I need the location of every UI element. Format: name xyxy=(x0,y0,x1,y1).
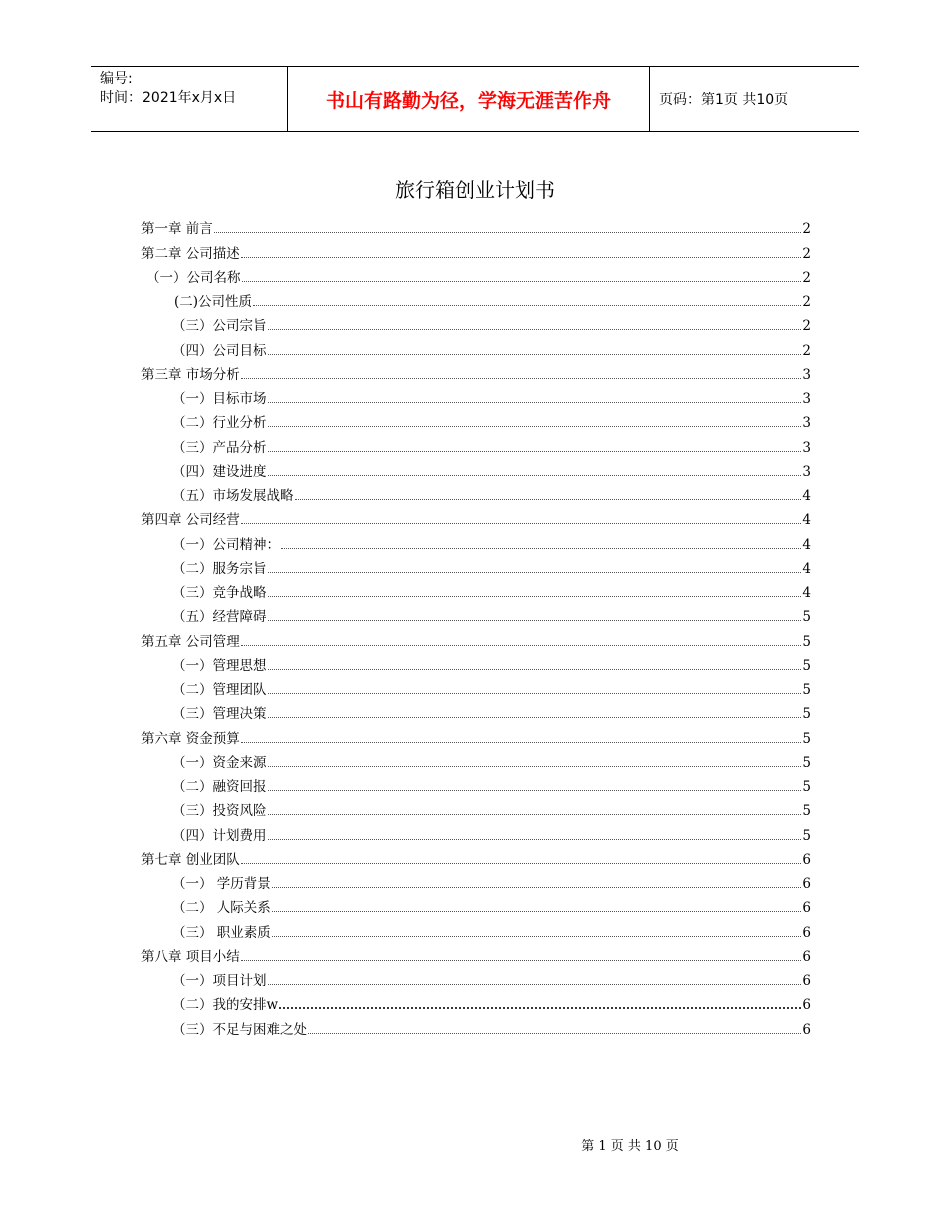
toc-entry-text: （三）管理决策 xyxy=(172,706,267,723)
toc-entry-page: 6 xyxy=(802,948,811,965)
toc-entry-page: 3 xyxy=(802,463,811,480)
toc-leader xyxy=(295,499,802,500)
toc-entry[interactable] xyxy=(141,262,811,286)
toc-entry-page: 5 xyxy=(802,657,811,674)
toc-entry[interactable] xyxy=(141,892,811,916)
toc-leader xyxy=(268,693,802,694)
toc-entry[interactable] xyxy=(141,407,811,431)
document-title: 旅行箱创业计划书 xyxy=(395,178,555,202)
toc-leader xyxy=(268,354,802,355)
toc-entry[interactable] xyxy=(141,577,811,601)
toc-leader xyxy=(253,305,801,306)
toc-leader xyxy=(281,548,801,549)
toc-entry-page: 5 xyxy=(802,779,811,795)
toc-entry[interactable] xyxy=(141,286,811,310)
toc-entry-page: 5 xyxy=(802,754,811,771)
toc-entry[interactable] xyxy=(141,431,811,455)
toc-leader xyxy=(268,620,802,621)
toc-entry-text: （二）融资回报 xyxy=(172,779,267,795)
toc-entry-page: 5 xyxy=(802,633,811,650)
toc-leader xyxy=(241,742,802,743)
toc-entry[interactable] xyxy=(141,310,811,334)
toc-entry[interactable] xyxy=(141,359,811,383)
toc-leader xyxy=(241,523,802,524)
toc-entry[interactable] xyxy=(141,698,811,722)
table-of-contents xyxy=(141,213,811,1038)
toc-leader xyxy=(214,232,802,233)
toc-entry-page: 4 xyxy=(802,560,811,577)
toc-entry-page: 5 xyxy=(802,803,811,820)
toc-entry-page: 6 xyxy=(802,851,811,868)
toc-leader xyxy=(268,572,802,573)
toc-entry-text: （三）公司宗旨 xyxy=(172,318,267,335)
toc-entry-text: （一）公司名称 xyxy=(146,269,241,286)
toc-entry-page: 3 xyxy=(802,415,811,432)
header-meta xyxy=(91,67,287,131)
toc-entry-page: 4 xyxy=(802,512,811,529)
toc-leader xyxy=(241,378,802,379)
toc-leader xyxy=(241,257,802,258)
toc-entry-page: 5 xyxy=(802,730,811,747)
toc-entry-text: （三）不足与困难之处 xyxy=(172,1021,307,1038)
toc-entry-page: 5 xyxy=(802,827,811,844)
toc-entry-text: （一）管理思想 xyxy=(172,657,267,674)
toc-entry[interactable] xyxy=(141,868,811,892)
toc-entry-text: （三） 职业素质 xyxy=(172,924,271,941)
toc-entry-text: （二） 人际关系 xyxy=(172,900,271,917)
toc-leader xyxy=(268,402,802,403)
toc-entry[interactable] xyxy=(141,819,811,843)
toc-entry[interactable] xyxy=(141,941,811,965)
toc-entry-text: （五）经营障碍 xyxy=(172,609,267,626)
toc-entry[interactable] xyxy=(141,1013,811,1037)
toc-entry-page: 5 xyxy=(802,609,811,626)
toc-entry-page: 2 xyxy=(802,318,811,335)
toc-entry-page: 5 xyxy=(802,682,811,698)
toc-leader xyxy=(268,475,802,476)
toc-leader xyxy=(308,1033,801,1034)
toc-leader xyxy=(268,839,802,840)
toc-entry-page: 2 xyxy=(802,221,811,238)
toc-entry[interactable] xyxy=(141,771,811,795)
toc-leader xyxy=(279,1007,801,1009)
toc-entry-page: 4 xyxy=(802,585,811,601)
time-label: 时间：2021年x月x日 xyxy=(100,90,237,106)
toc-entry-text: （五）市场发展战略 xyxy=(172,488,294,504)
toc-entry-text: （二）行业分析 xyxy=(172,415,267,432)
toc-entry-text: 第八章 项目小结 xyxy=(141,948,240,965)
serial-label: 编号: xyxy=(100,71,133,87)
toc-leader xyxy=(272,911,802,912)
toc-entry-page: 6 xyxy=(802,973,811,989)
toc-leader xyxy=(272,936,802,937)
toc-leader xyxy=(241,645,802,646)
toc-leader xyxy=(268,669,802,670)
toc-leader xyxy=(268,984,802,985)
toc-leader xyxy=(268,451,802,452)
toc-entry-text: 第三章 市场分析 xyxy=(141,366,240,383)
toc-entry-text: （四）建设进度 xyxy=(172,463,267,480)
toc-entry-text: （三）产品分析 xyxy=(172,439,267,456)
toc-entry-page: 6 xyxy=(802,997,811,1014)
toc-leader xyxy=(241,863,802,864)
toc-leader xyxy=(268,766,802,767)
page-footer: 第 1 页 共 10 页 xyxy=(581,1139,679,1154)
toc-leader xyxy=(268,426,802,427)
toc-entry-text: （二）服务宗旨 xyxy=(172,560,267,577)
toc-entry-page: 3 xyxy=(802,366,811,383)
toc-entry[interactable] xyxy=(141,601,811,625)
toc-entry-page: 2 xyxy=(802,269,811,286)
toc-entry-text: 第五章 公司管理 xyxy=(141,633,240,650)
toc-entry[interactable] xyxy=(141,965,811,989)
toc-entry-page: 6 xyxy=(802,924,811,941)
toc-entry-text: 第六章 资金预算 xyxy=(141,730,240,747)
toc-entry-text: （四）计划费用 xyxy=(172,827,267,844)
toc-entry-page: 2 xyxy=(802,294,811,310)
toc-entry-text: 第七章 创业团队 xyxy=(141,851,240,868)
toc-entry-page: 6 xyxy=(802,876,811,892)
toc-entry[interactable] xyxy=(141,213,811,237)
toc-leader xyxy=(268,790,802,791)
toc-entry[interactable] xyxy=(141,674,811,698)
toc-entry[interactable] xyxy=(141,504,811,528)
toc-leader xyxy=(242,281,802,282)
toc-entry-text: （三）投资风险 xyxy=(172,803,267,820)
page-header xyxy=(91,66,859,132)
toc-entry[interactable] xyxy=(141,528,811,552)
toc-entry-text: （一）项目计划 xyxy=(172,973,267,989)
toc-entry-page: 3 xyxy=(802,391,811,407)
toc-entry-text: （二）管理团队 xyxy=(172,682,267,698)
toc-entry-text: （一）目标市场 xyxy=(172,391,267,407)
toc-entry-text: 第四章 公司经营 xyxy=(141,512,240,529)
toc-leader xyxy=(268,329,802,330)
toc-entry[interactable] xyxy=(141,916,811,940)
toc-entry-text: 第一章 前言 xyxy=(141,221,213,238)
toc-leader xyxy=(241,960,802,961)
toc-entry[interactable] xyxy=(141,456,811,480)
toc-entry[interactable] xyxy=(141,553,811,577)
toc-leader xyxy=(268,596,802,597)
toc-entry[interactable] xyxy=(141,237,811,261)
toc-entry-page: 4 xyxy=(802,536,811,553)
toc-entry-text: （二）我的安排w xyxy=(172,997,279,1014)
toc-entry-page: 4 xyxy=(802,488,811,504)
toc-entry[interactable] xyxy=(141,383,811,407)
toc-entry-text: （四）公司目标 xyxy=(172,342,267,359)
toc-entry[interactable] xyxy=(141,625,811,649)
toc-leader xyxy=(268,814,802,815)
toc-entry-page: 5 xyxy=(802,706,811,723)
toc-entry-text: （一）资金来源 xyxy=(172,754,267,771)
toc-entry[interactable] xyxy=(141,650,811,674)
toc-entry[interactable] xyxy=(141,795,811,819)
toc-entry-text: （一） 学历背景 xyxy=(172,876,271,892)
toc-entry-page: 6 xyxy=(802,900,811,917)
toc-entry[interactable] xyxy=(141,844,811,868)
header-motto: 书山有路勤为径，学海无涯苦作舟 xyxy=(287,67,650,131)
toc-entry-text: 第二章 公司描述 xyxy=(141,245,240,262)
toc-entry-text: （三）竞争战略 xyxy=(172,585,267,601)
toc-entry[interactable] xyxy=(141,722,811,746)
toc-entry[interactable] xyxy=(141,747,811,771)
header-page-info: 页码：第1页 共10页 xyxy=(659,92,789,108)
toc-entry-text: (二)公司性质 xyxy=(174,294,253,310)
toc-leader xyxy=(268,717,802,718)
toc-entry[interactable] xyxy=(141,989,811,1013)
toc-entry[interactable] xyxy=(141,334,811,358)
toc-entry-page: 2 xyxy=(802,245,811,262)
toc-entry-page: 2 xyxy=(802,342,811,359)
toc-entry-text: （一）公司精神： xyxy=(172,536,280,553)
toc-entry-page: 6 xyxy=(802,1021,811,1038)
toc-entry-page: 3 xyxy=(802,439,811,456)
toc-entry[interactable] xyxy=(141,480,811,504)
toc-leader xyxy=(272,887,802,888)
